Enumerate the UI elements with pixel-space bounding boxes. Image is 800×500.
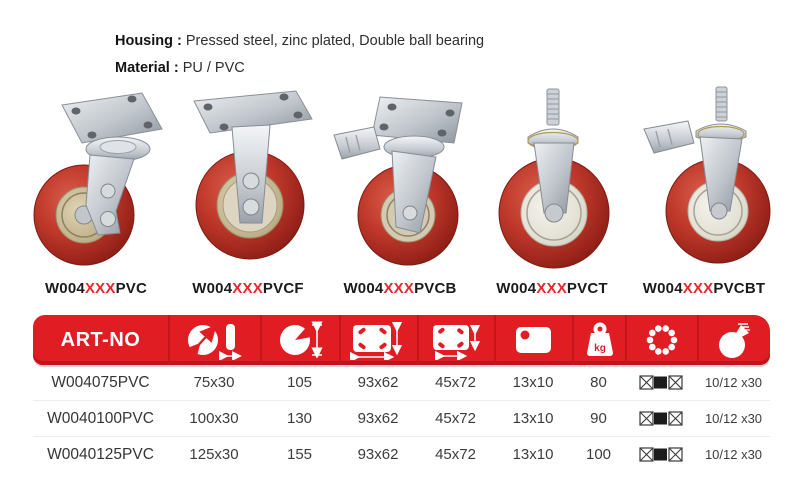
wheel-size-cell: 75x30 — [193, 374, 235, 391]
art-no-header: ART-NO — [60, 328, 141, 351]
caster-fixed-plate-drawing — [172, 84, 324, 276]
housing-line — [115, 28, 484, 55]
spec-table — [33, 315, 770, 472]
bolt-hole-cell: 13x10 — [512, 446, 554, 463]
bolt-spacing-cell: 45x72 — [435, 446, 476, 463]
bolt-spacing-cell: 45x72 — [435, 374, 476, 391]
table-row — [33, 401, 770, 437]
plate-size-cell: 93x62 — [357, 446, 399, 463]
kg-label: kg — [593, 343, 606, 354]
load-kg-cell: 90 — [590, 410, 607, 427]
material-line — [115, 55, 484, 82]
caster-threaded-stem-image — [476, 84, 628, 276]
bolt-hole-size-icon — [494, 315, 572, 365]
product-code-pvct: W004XXXPVCT — [496, 280, 608, 297]
caster-fixed-plate-image — [172, 84, 324, 276]
housing-value: Pressed steel, zinc plated, Double ball bearing — [185, 33, 485, 49]
spec-header — [115, 28, 484, 82]
art-no-cell: W004075PVC — [51, 373, 150, 391]
mounting-height-cell: 130 — [286, 410, 313, 427]
plate-size-cell: 93x62 — [357, 410, 399, 427]
wheel-size-cell: 125x30 — [189, 446, 239, 463]
bolt-hole-spacing-icon — [417, 315, 494, 365]
load-kg-cell: 80 — [590, 374, 607, 391]
art-no-cell: W0040100PVC — [47, 409, 154, 427]
threaded-stem-icon — [697, 315, 770, 365]
wheel-diameter-width-icon — [168, 315, 260, 365]
load-capacity-icon — [572, 315, 625, 365]
material-value: PU / PVC — [182, 60, 245, 76]
caster-swivel-plate-brake-drawing — [324, 84, 476, 276]
double-bearing-icon — [625, 375, 697, 391]
table-header — [33, 315, 770, 365]
mounting-height-cell: 105 — [286, 374, 313, 391]
caster-threaded-stem-drawing — [476, 84, 628, 276]
caster-swivel-plate-image — [20, 84, 172, 276]
mounting-height-icon — [260, 315, 339, 365]
brake-lever — [334, 127, 380, 159]
wheel-size-cell: 100x30 — [189, 410, 239, 427]
art-no-cell: W0040125PVC — [47, 445, 154, 463]
stem-size-cell: 10/12 x30 — [704, 375, 763, 390]
table-row — [33, 437, 770, 472]
product-code-pvc: W004XXXPVC — [44, 280, 148, 297]
bolt-spacing-cell: 45x72 — [435, 410, 476, 427]
mounting-height-cell: 155 — [286, 446, 313, 463]
double-bearing-icon — [625, 447, 697, 463]
housing-label: Housing : — [115, 33, 182, 49]
product-images-row — [20, 84, 780, 276]
caster-threaded-stem-brake-image — [628, 84, 780, 276]
caster-threaded-stem-brake-drawing — [628, 84, 780, 276]
plate-size-icon — [339, 315, 417, 365]
product-code-pvcb: W004XXXPVCB — [343, 280, 457, 297]
table-row — [33, 365, 770, 401]
ball-bearing-icon — [625, 315, 697, 365]
caster-swivel-plate-brake-image — [324, 84, 476, 276]
brake-lever — [644, 121, 694, 153]
bolt-hole-cell: 13x10 — [512, 374, 554, 391]
stem-size-cell: 10/12 x30 — [704, 411, 763, 426]
product-codes-row — [20, 280, 780, 297]
bolt-hole-cell: 13x10 — [512, 410, 554, 427]
double-bearing-icon — [625, 411, 697, 427]
load-kg-cell: 100 — [585, 446, 612, 463]
stem-size-cell: 10/12 x30 — [704, 447, 763, 462]
product-code-pvcbt: W004XXXPVCBT — [642, 280, 766, 297]
product-code-pvcf: W004XXXPVCF — [192, 280, 304, 297]
plate-size-cell: 93x62 — [357, 374, 399, 391]
caster-swivel-plate-drawing — [20, 84, 172, 276]
material-label: Material : — [115, 60, 179, 76]
